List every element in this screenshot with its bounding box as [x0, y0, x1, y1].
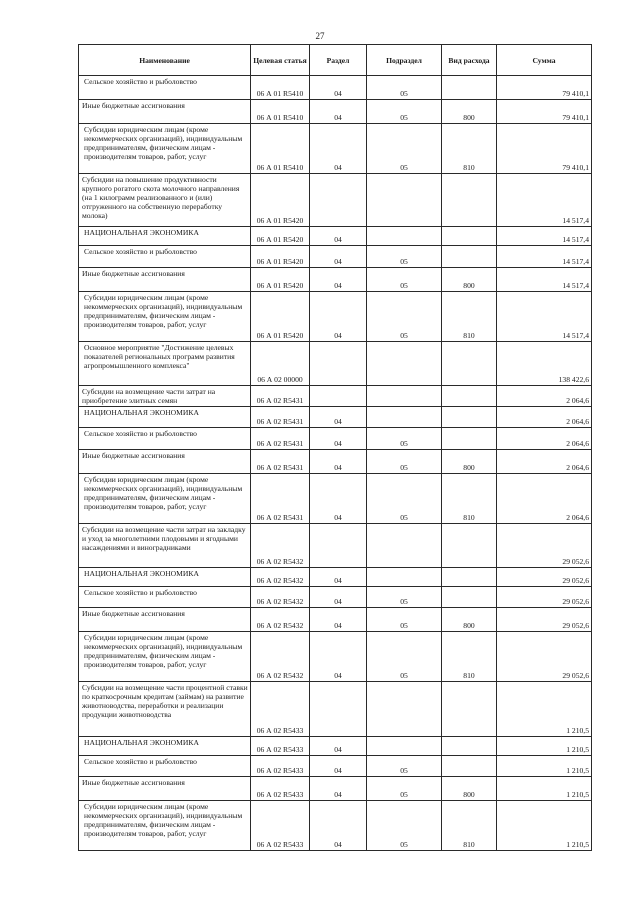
- cell-target: 06 А 02 R5433: [251, 756, 310, 777]
- table-row: [79, 756, 592, 777]
- cell-subsection: 05: [367, 100, 442, 124]
- cell-section: 04: [310, 632, 367, 682]
- cell-subsection: 05: [367, 292, 442, 342]
- cell-expense-type: [442, 174, 497, 227]
- cell-amount: 79 410,1: [497, 100, 592, 124]
- cell-target: 06 А 01 R5420: [251, 292, 310, 342]
- cell-amount: 29 052,6: [497, 568, 592, 587]
- cell-expense-type: [442, 227, 497, 246]
- cell-amount: 2 064,6: [497, 474, 592, 524]
- column-header-name: Наименование: [79, 45, 251, 76]
- cell-target: 06 А 02 R5432: [251, 587, 310, 608]
- cell-section: 04: [310, 124, 367, 174]
- cell-expense-type: 810: [442, 124, 497, 174]
- cell-subsection: [367, 386, 442, 407]
- cell-subsection: 05: [367, 124, 442, 174]
- cell-section: 04: [310, 450, 367, 474]
- cell-subsection: [367, 174, 442, 227]
- cell-amount: 2 064,6: [497, 386, 592, 407]
- cell-name: Субсидии юридическим лицам (кроме некоммерческих организаций), индивидуальным предпринимателям, физическим лицам - производителям товаров, работ, услуг: [79, 474, 251, 524]
- table-row: [79, 777, 592, 801]
- cell-name: Субсидии на повышение продуктивности крупного рогатого скота молочного направления (на 1 килограмм реализованного и (или) отгруженного на собственную переработку молока): [79, 174, 251, 227]
- cell-expense-type: [442, 407, 497, 428]
- cell-subsection: 05: [367, 246, 442, 268]
- cell-section: 04: [310, 246, 367, 268]
- cell-subsection: [367, 342, 442, 386]
- cell-expense-type: [442, 756, 497, 777]
- cell-expense-type: [442, 428, 497, 450]
- table-row: [79, 100, 592, 124]
- cell-name: Сельское хозяйство и рыболовство: [79, 428, 251, 450]
- cell-amount: 14 517,4: [497, 292, 592, 342]
- page-number: 27: [315, 31, 325, 41]
- table-row: [79, 174, 592, 227]
- cell-target: 06 А 01 R5410: [251, 124, 310, 174]
- cell-name: Иные бюджетные ассигнования: [79, 777, 251, 801]
- table-body: [79, 76, 592, 851]
- cell-section: [310, 174, 367, 227]
- cell-target: 06 А 02 R5433: [251, 682, 310, 737]
- cell-section: [310, 682, 367, 737]
- cell-name: Субсидии на возмещение части затрат на закладку и уход за многолетними плодовыми и ягодными насаждениями и виноградниками: [79, 524, 251, 568]
- table-row: [79, 587, 592, 608]
- cell-expense-type: [442, 682, 497, 737]
- cell-section: 04: [310, 292, 367, 342]
- cell-amount: 2 064,6: [497, 407, 592, 428]
- cell-section: 04: [310, 268, 367, 292]
- cell-expense-type: 800: [442, 450, 497, 474]
- cell-target: 06 А 01 R5420: [251, 174, 310, 227]
- table-row: [79, 737, 592, 756]
- cell-expense-type: 800: [442, 777, 497, 801]
- cell-target: 06 А 01 R5410: [251, 100, 310, 124]
- cell-name: НАЦИОНАЛЬНАЯ ЭКОНОМИКА: [79, 227, 251, 246]
- cell-expense-type: [442, 737, 497, 756]
- column-header-amount: Сумма: [497, 45, 592, 76]
- cell-amount: 14 517,4: [497, 268, 592, 292]
- table-row: [79, 450, 592, 474]
- cell-name: НАЦИОНАЛЬНАЯ ЭКОНОМИКА: [79, 407, 251, 428]
- cell-expense-type: [442, 386, 497, 407]
- cell-amount: 29 052,6: [497, 587, 592, 608]
- cell-name: Сельское хозяйство и рыболовство: [79, 756, 251, 777]
- cell-section: 04: [310, 756, 367, 777]
- cell-target: 06 А 02 R5432: [251, 608, 310, 632]
- cell-expense-type: [442, 342, 497, 386]
- cell-target: 06 А 01 R5420: [251, 246, 310, 268]
- table-row: [79, 608, 592, 632]
- cell-subsection: 05: [367, 428, 442, 450]
- cell-amount: 29 052,6: [497, 632, 592, 682]
- table-row: [79, 76, 592, 100]
- cell-expense-type: [442, 76, 497, 100]
- cell-expense-type: [442, 568, 497, 587]
- table-row: [79, 124, 592, 174]
- column-header-expense-type: Вид расхода: [442, 45, 497, 76]
- cell-amount: 1 210,5: [497, 737, 592, 756]
- cell-target: 06 А 02 R5431: [251, 450, 310, 474]
- cell-section: [310, 342, 367, 386]
- cell-name: Иные бюджетные ассигнования: [79, 450, 251, 474]
- cell-amount: 1 210,5: [497, 777, 592, 801]
- cell-subsection: 05: [367, 268, 442, 292]
- table-row: [79, 407, 592, 428]
- cell-subsection: 05: [367, 587, 442, 608]
- cell-section: 04: [310, 100, 367, 124]
- cell-expense-type: [442, 587, 497, 608]
- cell-subsection: [367, 568, 442, 587]
- cell-subsection: [367, 524, 442, 568]
- cell-amount: 79 410,1: [497, 76, 592, 100]
- cell-target: 06 А 02 R5432: [251, 524, 310, 568]
- cell-target: 06 А 02 R5432: [251, 568, 310, 587]
- cell-amount: 29 052,6: [497, 608, 592, 632]
- cell-amount: 2 064,6: [497, 450, 592, 474]
- table-row: [79, 246, 592, 268]
- cell-expense-type: 810: [442, 632, 497, 682]
- cell-expense-type: 810: [442, 801, 497, 851]
- cell-amount: 138 422,6: [497, 342, 592, 386]
- cell-section: 04: [310, 407, 367, 428]
- cell-name: Субсидии на возмещение части затрат на приобретение элитных семян: [79, 386, 251, 407]
- cell-target: 06 А 01 R5420: [251, 227, 310, 246]
- cell-target: 06 А 02 00000: [251, 342, 310, 386]
- cell-section: [310, 386, 367, 407]
- cell-expense-type: [442, 524, 497, 568]
- cell-target: 06 А 02 R5433: [251, 737, 310, 756]
- table-row: [79, 632, 592, 682]
- cell-subsection: 05: [367, 450, 442, 474]
- cell-target: 06 А 02 R5433: [251, 777, 310, 801]
- table-row: [79, 292, 592, 342]
- cell-amount: 79 410,1: [497, 124, 592, 174]
- header-row: [79, 45, 592, 76]
- cell-target: 06 А 02 R5431: [251, 407, 310, 428]
- column-header-target: Целевая статья: [251, 45, 310, 76]
- cell-amount: 14 517,4: [497, 227, 592, 246]
- cell-target: 06 А 01 R5420: [251, 268, 310, 292]
- cell-name: Сельское хозяйство и рыболовство: [79, 246, 251, 268]
- cell-subsection: [367, 737, 442, 756]
- cell-subsection: [367, 682, 442, 737]
- cell-subsection: 05: [367, 608, 442, 632]
- cell-subsection: 05: [367, 777, 442, 801]
- cell-target: 06 А 01 R5410: [251, 76, 310, 100]
- cell-section: 04: [310, 76, 367, 100]
- cell-expense-type: 800: [442, 268, 497, 292]
- cell-name: Сельское хозяйство и рыболовство: [79, 76, 251, 100]
- table-row: [79, 342, 592, 386]
- cell-name: Основное мероприятие "Достижение целевых показателей региональных программ развития агропромышленного комплекса": [79, 342, 251, 386]
- cell-target: 06 А 02 R5431: [251, 386, 310, 407]
- cell-expense-type: 800: [442, 100, 497, 124]
- cell-subsection: 05: [367, 76, 442, 100]
- cell-name: Субсидии юридическим лицам (кроме некоммерческих организаций), индивидуальным предпринимателям, физическим лицам - производителям товаров, работ, услуг: [79, 124, 251, 174]
- cell-expense-type: [442, 246, 497, 268]
- cell-name: Субсидии юридическим лицам (кроме некоммерческих организаций), индивидуальным предпринимателям, физическим лицам - производителям товаров, работ, услуг: [79, 801, 251, 851]
- cell-subsection: [367, 227, 442, 246]
- cell-subsection: 05: [367, 632, 442, 682]
- cell-amount: 14 517,4: [497, 246, 592, 268]
- table-row: [79, 227, 592, 246]
- table-header: [79, 45, 592, 76]
- table-row: [79, 801, 592, 851]
- cell-name: Сельское хозяйство и рыболовство: [79, 587, 251, 608]
- cell-target: 06 А 02 R5431: [251, 428, 310, 450]
- cell-name: Субсидии юридическим лицам (кроме некоммерческих организаций), индивидуальным предпринимателям, физическим лицам - производителям товаров, работ, услуг: [79, 292, 251, 342]
- cell-amount: 1 210,5: [497, 756, 592, 777]
- budget-table: [78, 44, 592, 851]
- table-row: [79, 386, 592, 407]
- cell-section: 04: [310, 428, 367, 450]
- cell-amount: 1 210,5: [497, 801, 592, 851]
- cell-section: [310, 524, 367, 568]
- cell-expense-type: 800: [442, 608, 497, 632]
- column-header-subsection: Подраздел: [367, 45, 442, 76]
- cell-target: 06 А 02 R5431: [251, 474, 310, 524]
- table-row: [79, 682, 592, 737]
- cell-expense-type: 810: [442, 474, 497, 524]
- cell-subsection: 05: [367, 756, 442, 777]
- cell-amount: 1 210,5: [497, 682, 592, 737]
- cell-target: 06 А 02 R5432: [251, 632, 310, 682]
- cell-amount: 29 052,6: [497, 524, 592, 568]
- cell-subsection: 05: [367, 474, 442, 524]
- cell-section: 04: [310, 568, 367, 587]
- cell-name: Иные бюджетные ассигнования: [79, 268, 251, 292]
- cell-name: Иные бюджетные ассигнования: [79, 100, 251, 124]
- cell-subsection: [367, 407, 442, 428]
- column-header-section: Раздел: [310, 45, 367, 76]
- cell-name: Субсидии юридическим лицам (кроме некоммерческих организаций), индивидуальным предпринимателям, физическим лицам - производителям товаров, работ, услуг: [79, 632, 251, 682]
- cell-name: НАЦИОНАЛЬНАЯ ЭКОНОМИКА: [79, 568, 251, 587]
- table-row: [79, 568, 592, 587]
- table-row: [79, 428, 592, 450]
- cell-section: 04: [310, 474, 367, 524]
- table-row: [79, 268, 592, 292]
- cell-expense-type: 810: [442, 292, 497, 342]
- cell-amount: 14 517,4: [497, 174, 592, 227]
- table-row: [79, 524, 592, 568]
- cell-subsection: 05: [367, 801, 442, 851]
- table-row: [79, 474, 592, 524]
- cell-target: 06 А 02 R5433: [251, 801, 310, 851]
- cell-section: 04: [310, 801, 367, 851]
- cell-name: Иные бюджетные ассигнования: [79, 608, 251, 632]
- cell-section: 04: [310, 777, 367, 801]
- cell-section: 04: [310, 608, 367, 632]
- cell-section: 04: [310, 587, 367, 608]
- cell-section: 04: [310, 227, 367, 246]
- cell-amount: 2 064,6: [497, 428, 592, 450]
- cell-name: Субсидии на возмещение части процентной ставки по краткосрочным кредитам (займам) на развитие животноводства, переработки и реализации продукции животноводства: [79, 682, 251, 737]
- cell-name: НАЦИОНАЛЬНАЯ ЭКОНОМИКА: [79, 737, 251, 756]
- cell-section: 04: [310, 737, 367, 756]
